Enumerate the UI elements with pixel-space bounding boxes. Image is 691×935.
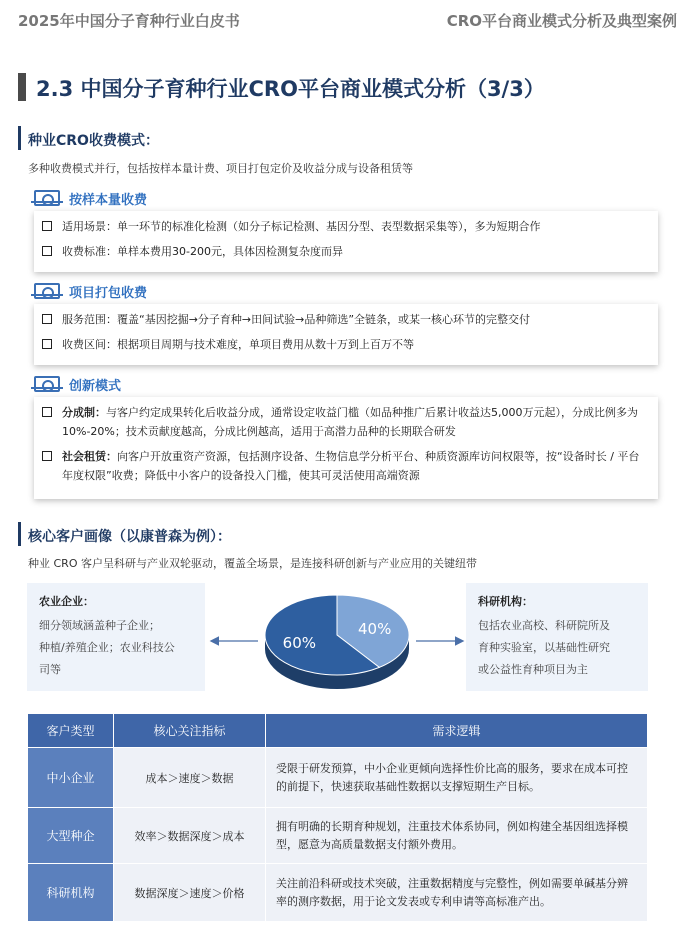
bullet-item	[42, 217, 650, 236]
research-line: 包括农业高校、科研院所及	[478, 619, 610, 632]
page-header	[0, 0, 691, 48]
fee-group-card	[34, 211, 658, 272]
fee-group-name: 创新模式	[69, 378, 122, 394]
logic-cell: 拥有明确的长期育种规划，注重技术体系协同，例如构建全基因组选择模型，愿意为高质量数据支付额外费用。	[266, 808, 648, 864]
bullet-item	[42, 310, 650, 329]
chapter-title: CRO平台商业模式分析及典型案例	[446, 12, 677, 30]
table-row	[28, 808, 648, 864]
pie-label: 60%	[282, 633, 317, 652]
fees-title: 种业CRO收费模式：	[28, 133, 159, 149]
fee-group-card	[34, 304, 658, 365]
column-header: 核心关注指标	[114, 714, 266, 748]
customer-type-cell: 大型种企	[28, 808, 114, 864]
research-line: 或公益性育种项目为主	[478, 663, 588, 676]
fee-group-label	[34, 374, 121, 394]
bullet-body: 向客户开放重资产资源，包括测序设备、生物信息学分析平台、种质资源库访问权限等，按“设备时长 / 平台年度权限”收费；降低中小客户的设备投入门槛，使其可灵活使用高端资源	[62, 450, 640, 482]
section-title: 2.3 中国分子育种行业CRO平台商业模式分析（3/3）	[36, 77, 545, 101]
bullet-body: 与客户约定成果转化后收益分成，通常设定收益门槛（如品种推广后累计收益达5,000万元起），分成比例多为10%-20%；技术贡献度越高，分成比例越高，适用于高潜力品种的长期联合研发	[62, 406, 638, 438]
bullet-item	[42, 335, 650, 354]
bullet-text: 服务范围：覆盖“基因挖掘→分子育种→田间试验→品种筛选”全链条，或某一核心环节的完整交付	[62, 313, 531, 326]
checkbox-bullet-icon	[42, 339, 52, 349]
bullet-lead: 分成制：	[62, 406, 106, 419]
research-title: 科研机构：	[478, 595, 533, 608]
focus-cell: 成本＞速度＞数据	[114, 748, 266, 808]
customer-type-cell: 科研机构	[28, 864, 114, 922]
fee-group-card	[34, 397, 658, 499]
enterprise-line: 司等	[39, 663, 61, 676]
focus-cell: 效率＞数据深度＞成本	[114, 808, 266, 864]
research-line: 育种实验室，以基础性研究	[478, 641, 610, 654]
bullet-lead: 社会租赁：	[62, 450, 117, 463]
bullet-text: 适用场景：单一环节的标准化检测（如分子标记检测、基因分型、表型数据采集等），多为短期合作	[62, 220, 541, 233]
money-bill-icon	[34, 283, 60, 299]
customers-title-bar	[18, 522, 21, 546]
table-header-row	[28, 714, 648, 748]
customer-table	[27, 713, 648, 922]
focus-cell: 数据深度＞速度＞价格	[114, 864, 266, 922]
checkbox-bullet-icon	[42, 407, 52, 417]
fee-group-name: 按样本量收费	[69, 192, 148, 208]
customers-title: 核心客户画像（以康普森为例）：	[28, 529, 231, 545]
report-title: 2025年中国分子育种行业白皮书	[18, 12, 240, 30]
column-header: 客户类型	[28, 714, 114, 748]
bullet-text: 收费区间：根据项目周期与技术难度，单项目费用从数十万到上百万不等	[62, 338, 414, 351]
customer-share-pie-chart	[0, 583, 691, 703]
enterprise-line: 种植/养殖企业；农业科技公	[39, 641, 175, 654]
table-row	[28, 864, 648, 922]
fee-group-label	[34, 281, 147, 301]
logic-cell: 受限于研发预算，中小企业更倾向选择性价比高的服务，要求在成本可控的前提下，快速获取基础性数据以支撑短期生产目标。	[266, 748, 648, 808]
fees-description: 多种收费模式并行，包括按样本量计费、项目打包定价及收益分成与设备租赁等	[28, 162, 413, 175]
bullet-text	[62, 447, 650, 485]
bullet-item	[42, 403, 650, 441]
checkbox-bullet-icon	[42, 221, 52, 231]
enterprise-line: 细分领域涵盖种子企业；	[39, 619, 160, 632]
checkbox-bullet-icon	[42, 451, 52, 461]
pie-label: 40%	[357, 620, 392, 639]
bullet-text: 收费标准：单样本费用30-200元，具体因检测复杂度而异	[62, 245, 343, 258]
bullet-item	[42, 242, 650, 261]
fee-group-name: 项目打包收费	[69, 285, 148, 301]
enterprise-title: 农业企业：	[39, 595, 94, 608]
fee-group-label	[34, 188, 147, 208]
customers-description: 种业 CRO 客户呈科研与产业双轮驱动，覆盖全场景，是连接科研创新与产业应用的关键纽带	[28, 557, 477, 570]
table-row	[28, 748, 648, 808]
checkbox-bullet-icon	[42, 314, 52, 324]
bullet-text	[62, 403, 650, 441]
column-header: 需求逻辑	[266, 714, 648, 748]
fees-title-bar	[18, 126, 21, 150]
checkbox-bullet-icon	[42, 246, 52, 256]
money-bill-icon	[34, 376, 60, 392]
customer-type-cell: 中小企业	[28, 748, 114, 808]
section-title-bar	[18, 73, 26, 101]
bullet-item	[42, 447, 650, 485]
logic-cell: 关注前沿科研或技术突破，注重数据精度与完整性，例如需要单碱基分辨率的测序数据，用于论文发表或专利申请等高标准产出。	[266, 864, 648, 922]
money-bill-icon	[34, 190, 60, 206]
